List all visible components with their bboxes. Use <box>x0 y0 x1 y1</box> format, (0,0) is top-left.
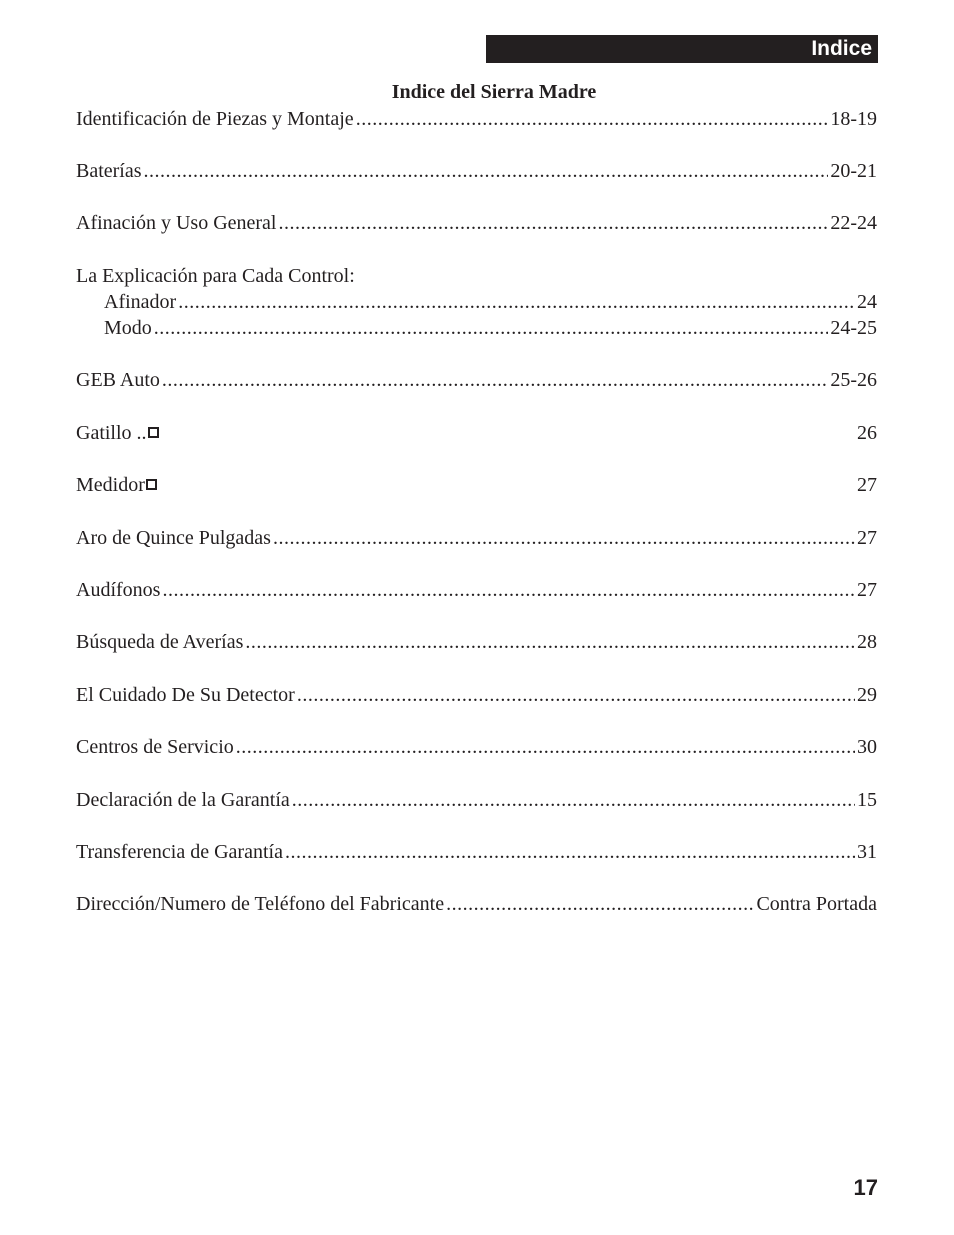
toc-entry-page: 25-26 <box>830 369 877 391</box>
toc-entry-baterias <box>76 158 877 184</box>
dot-leader <box>446 891 754 917</box>
dot-leader <box>154 315 829 341</box>
section-header-label: Indice <box>811 37 872 60</box>
toc-entry-label: Aro de Quince Pulgadas <box>76 527 271 549</box>
toc-entry-label: Declaración de la Garantía <box>76 789 290 811</box>
dot-leader <box>178 289 855 315</box>
toc-entry-page: Contra Portada <box>756 893 877 915</box>
toc-entry-modo <box>104 315 877 341</box>
toc-entry-geb-auto <box>76 367 877 393</box>
missing-glyph-box-icon <box>146 479 157 490</box>
dot-leader <box>279 210 829 236</box>
toc-entry-page: 22-24 <box>830 212 877 234</box>
toc-title: Indice del Sierra Madre <box>391 81 597 103</box>
toc-entry-controles <box>76 263 877 289</box>
toc-entry-label: Centros de Servicio <box>76 736 234 758</box>
toc-entry-page: 24 <box>857 291 877 313</box>
toc-entry-afinacion <box>76 210 877 236</box>
dot-leader <box>144 158 829 184</box>
dot-leader <box>356 106 829 132</box>
toc-entry-page: 31 <box>857 841 877 863</box>
dot-leader <box>273 525 855 551</box>
toc-entry-page: 20-21 <box>830 160 877 182</box>
toc-entry-page: 29 <box>857 684 877 706</box>
dot-leader <box>162 367 828 393</box>
dot-leader <box>162 577 855 603</box>
dot-leader <box>285 839 855 865</box>
toc-entry-label: Transferencia de Garantía <box>76 841 283 863</box>
toc-entry-label <box>76 420 159 446</box>
toc-entry-label: Identificación de Piezas y Montaje <box>76 108 354 130</box>
toc-entry-page: 26 <box>857 422 877 444</box>
toc-entry-servicio <box>76 734 877 760</box>
page-number: 17 <box>853 1175 878 1200</box>
toc-entry-afinador <box>104 289 877 315</box>
toc-entry-page: 15 <box>857 789 877 811</box>
toc-entry-label: Búsqueda de Averías <box>76 631 244 653</box>
toc-entry-label: GEB Auto <box>76 369 160 391</box>
toc-entry-gatillo <box>76 420 877 446</box>
dot-leader <box>297 682 855 708</box>
toc-entry-page: 30 <box>857 736 877 758</box>
toc-entry-label: Dirección/Numero de Teléfono del Fabricante <box>76 893 445 915</box>
toc-entry-label-text: Gatillo .. <box>76 422 147 444</box>
toc-entry-transferencia <box>76 839 877 865</box>
toc-entry-page: 27 <box>857 474 877 496</box>
toc-entry-label: La Explicación para Cada Control: <box>76 265 355 287</box>
toc-entry-label: El Cuidado De Su Detector <box>76 684 295 706</box>
toc-entry-medidor <box>76 472 877 498</box>
toc-entry-page: 28 <box>857 631 877 653</box>
toc-entry-page: 18-19 <box>830 108 877 130</box>
toc-entry-declaracion <box>76 787 877 813</box>
toc-entry-label: Afinación y Uso General <box>76 212 277 234</box>
dot-leader <box>236 734 855 760</box>
section-header-bar <box>486 35 878 63</box>
toc-entry-aro <box>76 525 877 551</box>
toc-entry-page: 24-25 <box>830 317 877 339</box>
toc-entry-label: Audífonos <box>76 579 161 601</box>
toc-entry-page: 27 <box>857 527 877 549</box>
toc-entry-page: 27 <box>857 579 877 601</box>
toc-entry-averias <box>76 629 877 655</box>
dot-leader <box>292 787 855 813</box>
missing-glyph-box-icon <box>148 427 159 438</box>
toc-entry-label: Baterías <box>76 160 142 182</box>
dot-leader <box>245 629 855 655</box>
toc-entry-label <box>76 472 157 498</box>
toc-entry-fabricante <box>76 891 877 917</box>
toc-entry-audifonos <box>76 577 877 603</box>
toc-entry-label: Afinador <box>104 291 177 313</box>
toc-entry-label: Modo <box>104 317 152 339</box>
toc-entry-cuidado <box>76 682 877 708</box>
toc-entry-label-text: Medidor <box>76 474 145 496</box>
toc-entry-piezas <box>76 106 877 132</box>
